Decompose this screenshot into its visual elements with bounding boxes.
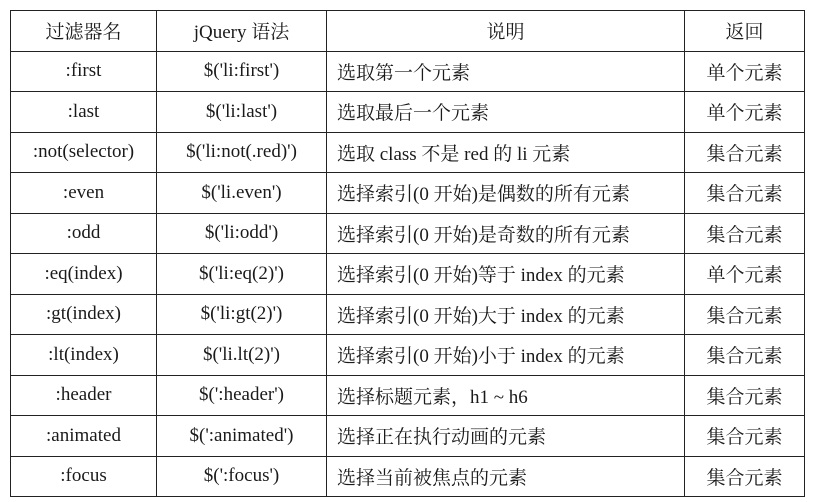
table-row [11, 213, 805, 254]
table-row [11, 132, 805, 173]
cell-filter-name: :eq(index) [11, 254, 157, 295]
table-row [11, 92, 805, 133]
cell-return: 集合元素 [685, 375, 805, 416]
cell-description: 选择标题元素，h1 ~ h6 [327, 375, 685, 416]
cell-description: 选择索引(0 开始)是奇数的所有元素 [327, 213, 685, 254]
cell-syntax: $('li:not(.red)') [157, 132, 327, 173]
cell-filter-name: :gt(index) [11, 294, 157, 335]
cell-filter-name: :header [11, 375, 157, 416]
cell-filter-name: :last [11, 92, 157, 133]
header-filter-name: 过滤器名 [11, 11, 157, 52]
cell-syntax: $('li.even') [157, 173, 327, 214]
cell-syntax: $('li:gt(2)') [157, 294, 327, 335]
cell-description: 选择索引(0 开始)等于 index 的元素 [327, 254, 685, 295]
cell-return: 单个元素 [685, 51, 805, 92]
cell-filter-name: :even [11, 173, 157, 214]
table-row [11, 173, 805, 214]
cell-description: 选取最后一个元素 [327, 92, 685, 133]
cell-return: 集合元素 [685, 335, 805, 376]
cell-return: 集合元素 [685, 213, 805, 254]
cell-filter-name: :not(selector) [11, 132, 157, 173]
cell-syntax: $('li:last') [157, 92, 327, 133]
cell-filter-name: :first [11, 51, 157, 92]
table-row [11, 375, 805, 416]
cell-syntax: $('li:eq(2)') [157, 254, 327, 295]
cell-return: 集合元素 [685, 132, 805, 173]
cell-filter-name: :focus [11, 456, 157, 497]
cell-description: 选择正在执行动画的元素 [327, 416, 685, 457]
header-return: 返回 [685, 11, 805, 52]
cell-syntax: $('li:first') [157, 51, 327, 92]
table-row [11, 294, 805, 335]
cell-return: 集合元素 [685, 173, 805, 214]
table-row [11, 254, 805, 295]
cell-filter-name: :lt(index) [11, 335, 157, 376]
table-row [11, 416, 805, 457]
cell-syntax: $('li.lt(2)') [157, 335, 327, 376]
cell-description: 选择索引(0 开始)小于 index 的元素 [327, 335, 685, 376]
cell-return: 单个元素 [685, 254, 805, 295]
cell-description: 选择当前被焦点的元素 [327, 456, 685, 497]
cell-filter-name: :animated [11, 416, 157, 457]
table-header-row [11, 11, 805, 52]
cell-syntax: $(':animated') [157, 416, 327, 457]
cell-description: 选取 class 不是 red 的 li 元素 [327, 132, 685, 173]
filter-table-container [10, 10, 805, 497]
cell-filter-name: :odd [11, 213, 157, 254]
cell-syntax: $(':header') [157, 375, 327, 416]
header-jquery-syntax: jQuery 语法 [157, 11, 327, 52]
cell-return: 单个元素 [685, 92, 805, 133]
table-row [11, 456, 805, 497]
cell-description: 选择索引(0 开始)是偶数的所有元素 [327, 173, 685, 214]
filter-table [10, 10, 805, 497]
cell-return: 集合元素 [685, 416, 805, 457]
cell-syntax: $('li:odd') [157, 213, 327, 254]
cell-description: 选择索引(0 开始)大于 index 的元素 [327, 294, 685, 335]
table-row [11, 335, 805, 376]
table-row [11, 51, 805, 92]
cell-return: 集合元素 [685, 456, 805, 497]
cell-syntax: $(':focus') [157, 456, 327, 497]
cell-return: 集合元素 [685, 294, 805, 335]
header-description: 说明 [327, 11, 685, 52]
cell-description: 选取第一个元素 [327, 51, 685, 92]
